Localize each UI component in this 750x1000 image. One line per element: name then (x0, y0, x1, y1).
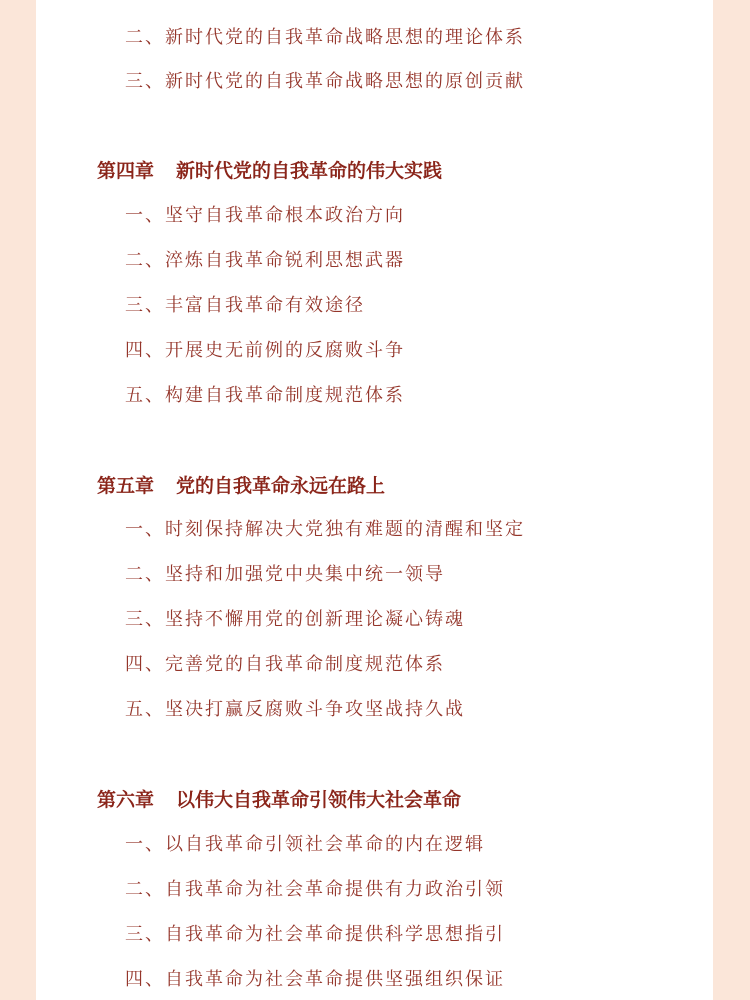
toc-item: 二、新时代党的自我革命战略思想的理论体系 (125, 27, 525, 48)
toc-item: 三、新时代党的自我革命战略思想的原创贡献 (125, 71, 525, 92)
chapter-number: 第四章 (97, 160, 155, 182)
toc-item: 一、坚守自我革命根本政治方向 (125, 205, 405, 226)
toc-item: 四、自我革命为社会革命提供坚强组织保证 (125, 969, 505, 990)
toc-item: 三、坚持不懈用党的创新理论凝心铸魂 (125, 609, 465, 630)
toc-page (36, 0, 713, 1000)
chapter-heading (97, 477, 385, 496)
chapter-number: 第六章 (97, 789, 155, 811)
toc-item: 一、以自我革命引领社会革命的内在逻辑 (125, 834, 485, 855)
toc-item: 一、时刻保持解决大党独有难题的清醒和坚定 (125, 519, 525, 540)
toc-item: 二、淬炼自我革命锐利思想武器 (125, 250, 405, 271)
chapter-heading (97, 791, 461, 810)
chapter-heading (97, 162, 442, 181)
toc-item-cut-off (125, 0, 133, 9)
toc-item: 二、自我革命为社会革命提供有力政治引领 (125, 879, 505, 900)
chapter-number: 第五章 (97, 475, 155, 497)
chapter-title: 以伟大自我革命引领伟大社会革命 (176, 789, 462, 811)
toc-item: 三、自我革命为社会革命提供科学思想指引 (125, 924, 505, 945)
chapter-title: 党的自我革命永远在路上 (176, 475, 386, 497)
toc-item: 五、构建自我革命制度规范体系 (125, 385, 405, 406)
toc-item: 二、坚持和加强党中央集中统一领导 (125, 564, 445, 585)
toc-item: 三、丰富自我革命有效途径 (125, 295, 365, 316)
chapter-title: 新时代党的自我革命的伟大实践 (176, 160, 443, 182)
toc-item: 四、开展史无前例的反腐败斗争 (125, 340, 405, 361)
toc-item: 五、坚决打赢反腐败斗争攻坚战持久战 (125, 699, 465, 720)
toc-item: 四、完善党的自我革命制度规范体系 (125, 654, 445, 675)
